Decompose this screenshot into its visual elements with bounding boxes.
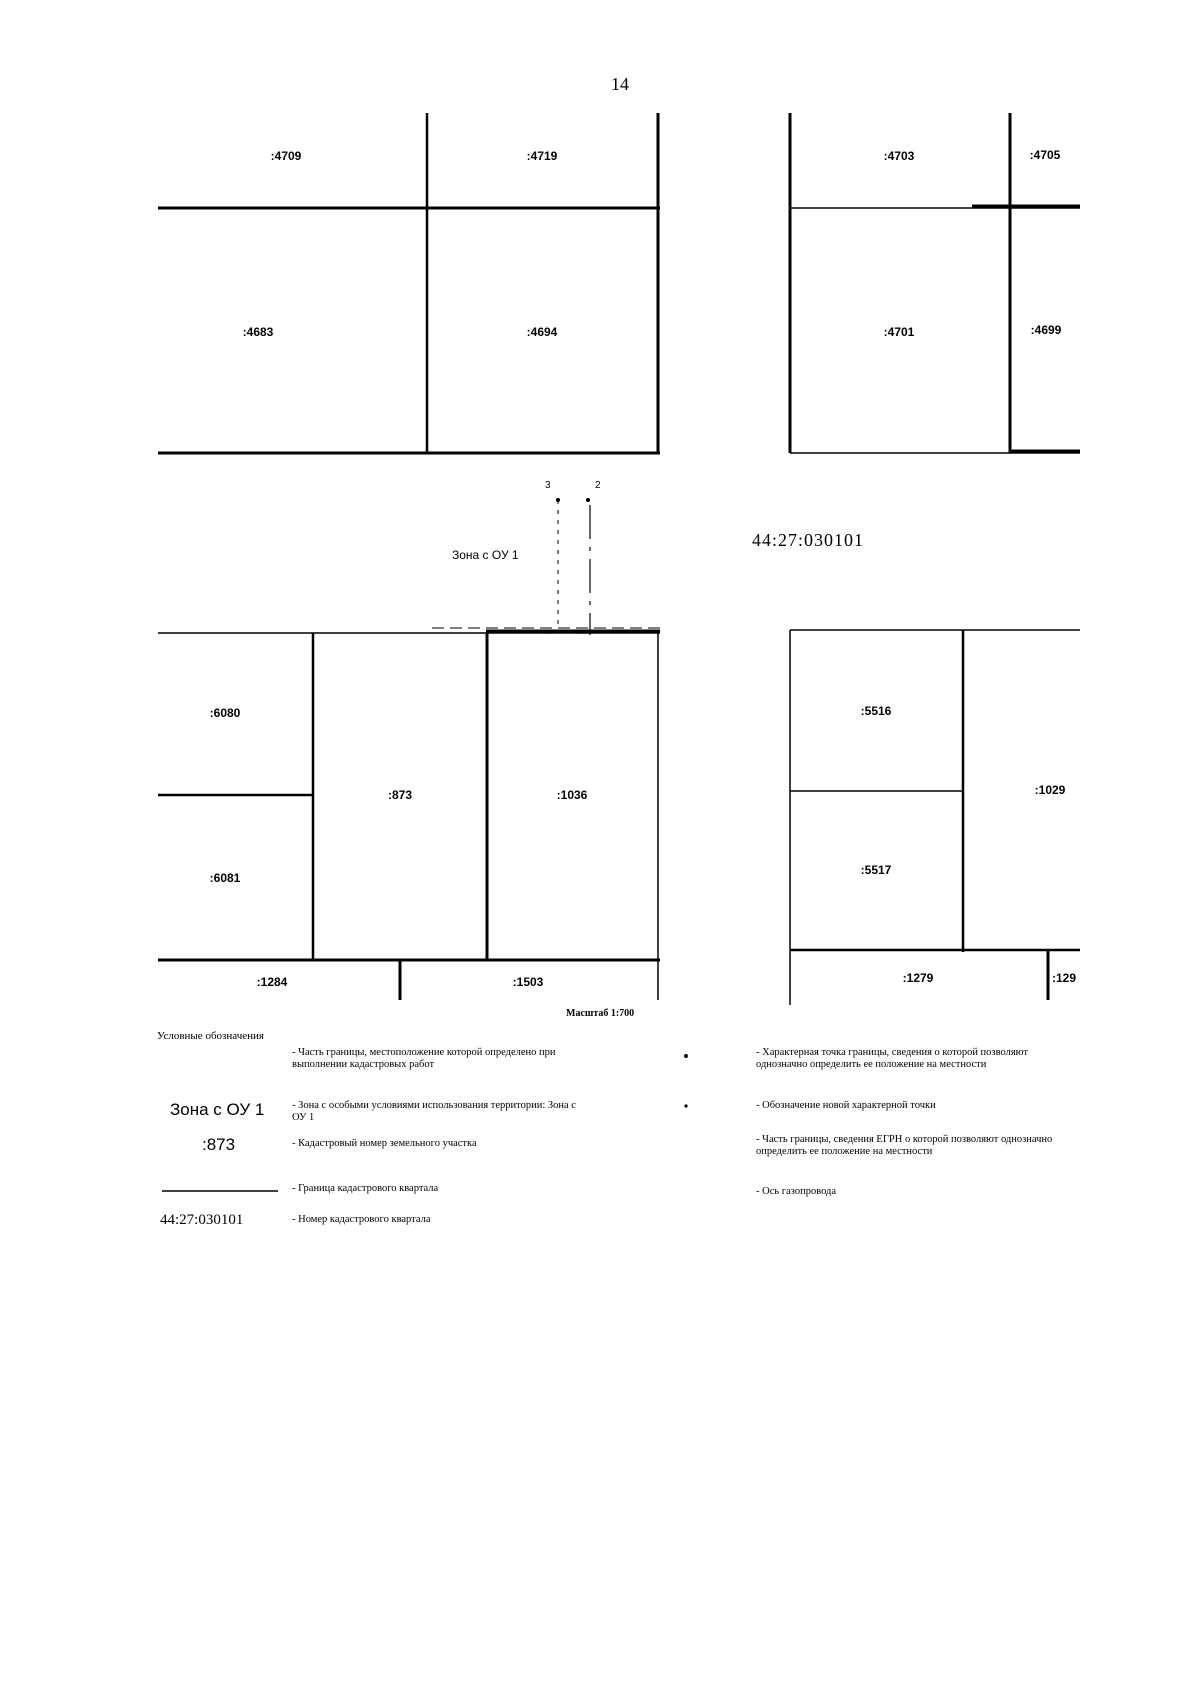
legend-new-point-symbol — [680, 1100, 692, 1112]
page-number: 14 — [611, 74, 629, 94]
point-number: 2 — [595, 480, 601, 491]
parcel-label: :1036 — [556, 788, 588, 802]
parcel-label: :1284 — [256, 975, 288, 989]
legend-pipeline-text: - Ось газопровода — [756, 1186, 837, 1197]
cadastral-quarter-number: 44:27:030101 — [752, 530, 865, 550]
characteristic-point — [547, 630, 551, 634]
characteristic-point — [556, 498, 560, 502]
parcel-label: :1029 — [1034, 783, 1066, 797]
legend-new-point-text: - Обозначение новой характерной точки — [756, 1100, 936, 1111]
parcel-label: :4703 — [883, 149, 915, 163]
legend-zone-symbol: Зона с ОУ 1 — [170, 1100, 265, 1119]
point-number: 3 — [545, 480, 551, 491]
legend-boundary-part: - Часть границы, местоположение которой определено при выполнении кадастровых работ — [292, 1047, 556, 1070]
characteristic-point — [576, 630, 580, 634]
legend-quarter-boundary-text: - Граница кадастрового квартала — [292, 1183, 439, 1194]
characteristic-point — [586, 498, 590, 502]
legend-characteristic-point-symbol — [680, 1050, 692, 1062]
parcel-label: :873 — [387, 788, 413, 802]
legend-parcel-text: - Кадастровый номер земельного участка — [292, 1138, 477, 1149]
zone-label: Зона с ОУ 1 — [452, 548, 519, 562]
map-scale: Масштаб 1:700 — [566, 1008, 635, 1019]
parcel-label: :4701 — [883, 325, 915, 339]
parcel-label: :4683 — [242, 325, 274, 339]
legend-quarter-number-text: - Номер кадастрового квартала — [292, 1214, 431, 1225]
parcel-label: :4694 — [526, 325, 558, 339]
parcel-label: :4709 — [270, 149, 302, 163]
legend-egrn-boundary-text: - Часть границы, сведения ЕГРН о которой позволяют однозначно определить ее положение на местности — [756, 1134, 1053, 1157]
legend-characteristic-point-text: - Характерная точка границы, сведения о которой позволяют однозначно определить ее положение на местности — [756, 1047, 1028, 1070]
parcel-label: :6080 — [209, 706, 241, 720]
legend-title: Условные обозначения — [157, 1030, 264, 1042]
parcel-label: :5516 — [860, 704, 892, 718]
legend-zone-text: - Зона с особыми условиями использования территории: Зона с ОУ 1 — [292, 1100, 576, 1123]
parcel-label: :4699 — [1030, 323, 1062, 337]
parcel-label: :5517 — [860, 863, 892, 877]
parcel-label: :129 — [1051, 971, 1077, 985]
parcel-label: :4705 — [1029, 148, 1061, 162]
parcel-label: :6081 — [209, 871, 241, 885]
legend-parcel-symbol: :873 — [202, 1135, 236, 1154]
legend-quarter-symbol: 44:27:030101 — [160, 1212, 244, 1228]
legend-quarter-boundary-line — [160, 1188, 280, 1194]
parcel-label: :4719 — [526, 149, 558, 163]
parcel-label: :1503 — [512, 975, 544, 989]
parcel-label: :1279 — [902, 971, 934, 985]
